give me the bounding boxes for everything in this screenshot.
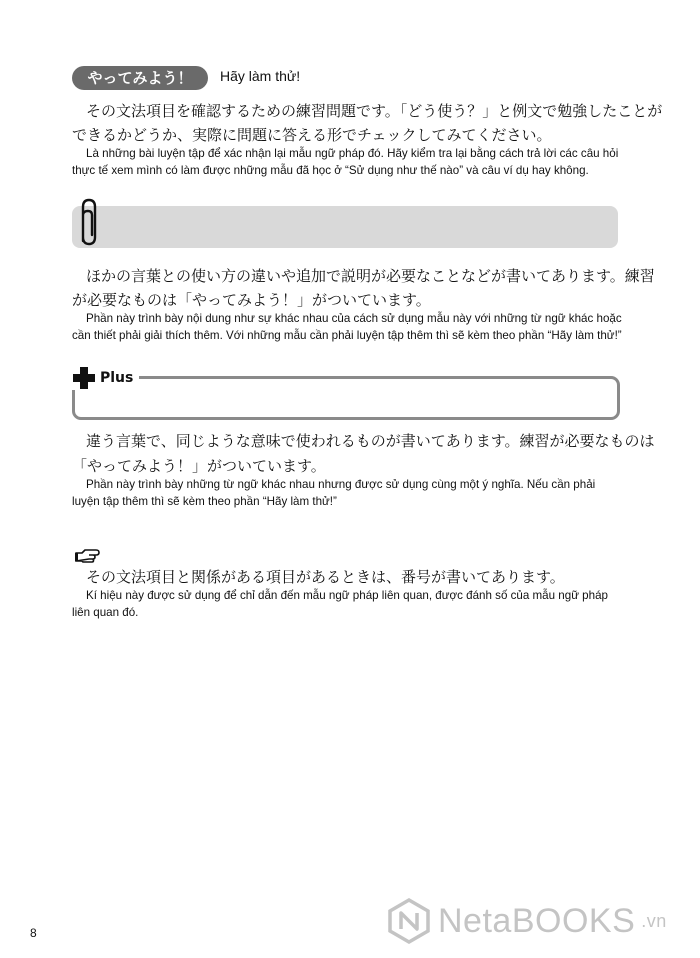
section2-jp-line-1: ほかの言葉との使い方の違いや追加で説明が必要なことなどが書いてあります。練習 — [86, 267, 655, 285]
plus-box — [72, 376, 620, 420]
section1-jp-line-1: その文法項目を確認するための練習問題です。「どう使う？」と例文で勉強したことが — [86, 102, 663, 120]
section2-vi-line-2: cần thiết phải giải thích thêm. Với những mẫu cần phải luyện tập thêm thì sẽ kèm theo phần “Hãy làm thử!” — [72, 329, 622, 342]
yattemiyou-heading: やってみよう！ — [72, 66, 208, 90]
section4-vi-line-1: Kí hiệu này được sử dụng để chỉ dẫn đến mẫu ngữ pháp liên quan, được đánh số của mẫu ngữ pháp — [86, 589, 608, 602]
section3-jp-line-2: 「やってみよう！」がついています。 — [72, 457, 326, 475]
netabooks-logo-icon — [386, 898, 432, 944]
note-gray-bar — [72, 206, 618, 248]
plus-heading — [68, 366, 139, 390]
watermark-text: NetaBOOKS — [438, 901, 636, 940]
plus-label: Plus — [100, 370, 134, 386]
section2-jp-line-2: が必要なものは「やってみよう！」がついています。 — [72, 291, 431, 309]
section4-jp-line-1: その文法項目と関係がある項目があるときは、番号が書いてあります。 — [86, 568, 565, 586]
section2-vi-line-1: Phần này trình bày nội dung như sự khác nhau của cách sử dụng mẫu này với những từ ngữ khác hoặc — [86, 312, 622, 325]
watermark-suffix: .vn — [641, 910, 667, 931]
section3-jp-line-1: 違う言葉で、同じような意味で使われるものが書いてあります。練習が必要なものは — [86, 432, 655, 450]
section3-vi-line-2: luyện tập thêm thì sẽ kèm theo phần “Hãy làm thử!” — [72, 495, 337, 508]
section4-vi-line-2: liên quan đó. — [72, 606, 139, 619]
paperclip-icon — [74, 197, 102, 249]
pointing-hand-icon — [74, 548, 100, 564]
section1-vi-line-1: Là những bài luyện tập để xác nhận lại mẫu ngữ pháp đó. Hãy kiểm tra lại bằng cách trả lời các câu hỏi — [86, 147, 619, 160]
plus-icon — [72, 366, 96, 390]
page-number: 8 — [30, 926, 37, 940]
yattemiyou-heading-vi: Hãy làm thử! — [220, 68, 301, 84]
section1-jp-line-2: できるかどうか、実際に問題に答える形でチェックしてみてください。 — [72, 126, 552, 144]
section3-vi-line-1: Phần này trình bày những từ ngữ khác nhau nhưng được sử dụng cùng một ý nghĩa. Nếu cần phải — [86, 478, 596, 491]
netabooks-watermark — [386, 898, 667, 944]
section1-vi-line-2: thực tế xem mình có làm được những mẫu đã học ở “Sử dụng như thế nào” và câu ví dụ hay không. — [72, 164, 589, 177]
